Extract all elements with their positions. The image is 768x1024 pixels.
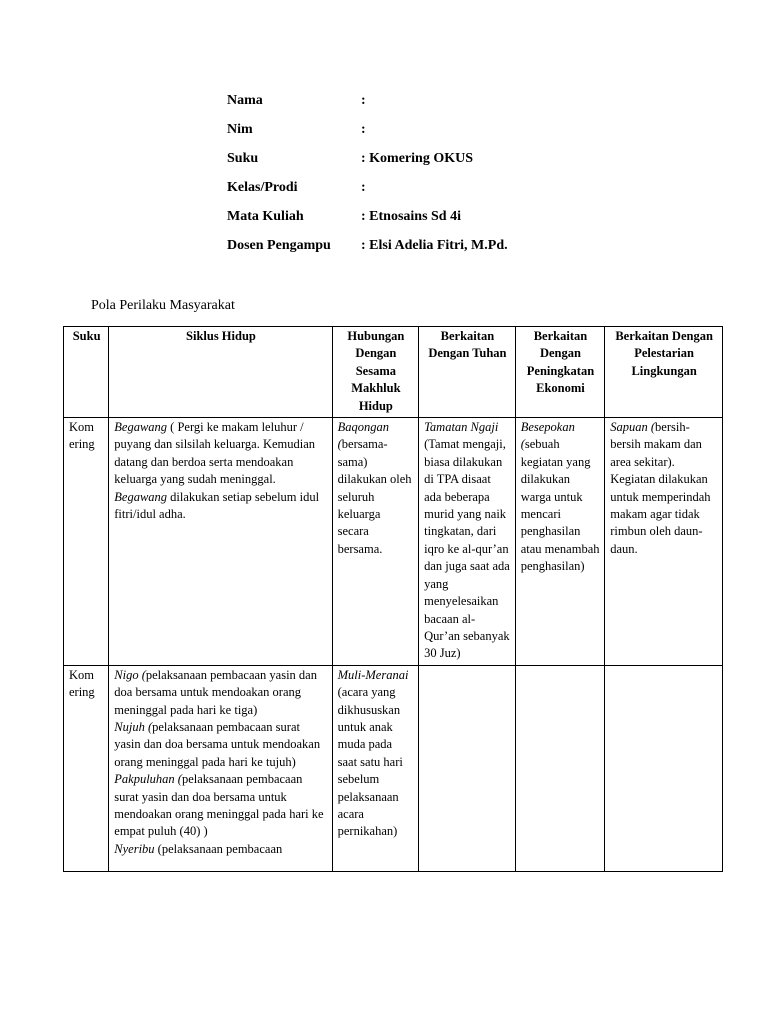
info-label: Nim: [227, 122, 253, 137]
cell-lingkungan: [605, 418, 723, 666]
info-value: :: [361, 93, 366, 108]
info-label: Nama: [227, 93, 263, 108]
cell-text: bersih-bersih makam dan area sekitar). Kegiatan dilakukan untuk memperindah makam agar tidak rimbun oleh daun-daun.: [610, 420, 711, 556]
column-header: Berkaitan Dengan Peningkatan Ekonomi: [515, 327, 605, 418]
cell-hubungan: [332, 418, 419, 666]
info-row-suku: [227, 151, 508, 180]
cell-text: ( Pergi ke makam leluhur / puyang dan silsilah keluarga. Kemudian datang dan berdoa serta mendoakan keluarga yang sudah meninggal.: [114, 420, 316, 487]
cell-text: sebuah kegiatan yang dilakukan warga untuk mencari penghasilan atau menambah penghasilan): [520, 437, 600, 574]
column-header: Berkaitan Dengan Tuhan: [419, 327, 516, 418]
term: Sapuan (: [610, 420, 656, 435]
column-header: Hubungan Dengan Sesama Makhluk Hidup: [332, 327, 419, 418]
term: Muli-Meranai: [337, 667, 409, 682]
info-value: :: [361, 180, 366, 195]
info-label: Dosen Pengampu: [227, 238, 331, 253]
cell-text: (Tamat mengaji, biasa dilakukan di TPA disaat ada beberapa murid yang naik tingkatan, dari iqro ke al-qur’an dan juga saat ada yang menyelesaikan bacaan al-Qur’an sebanyak 30 Juz): [424, 437, 510, 661]
cell-ekonomi: [515, 418, 605, 666]
cell-lingkungan: [605, 665, 723, 871]
cell-tuhan: [419, 665, 516, 871]
cell-ekonomi: [515, 665, 605, 871]
term: Nyeribu: [114, 841, 155, 856]
term: Nujuh (: [114, 719, 153, 734]
cell-text: (acara yang dikhususkan untuk anak muda pada saat satu hari sebelum pelaksanaan acara pernikahan): [337, 685, 403, 839]
info-value: :: [361, 122, 366, 137]
cell-suku: Kom ering: [64, 665, 109, 871]
term: Besepokan (: [520, 420, 575, 452]
list-item: [114, 771, 327, 841]
table-row: [64, 418, 723, 666]
behavior-table: [63, 326, 723, 872]
info-label: Kelas/Prodi: [227, 180, 298, 195]
cell-suku: Kom ering: [64, 418, 109, 666]
cell-text: dilakukan setiap sebelum idul fitri/idul adha.: [114, 489, 320, 522]
info-row-mata-kuliah: [227, 209, 508, 238]
info-value: : Komering OKUS: [361, 151, 473, 166]
info-row-nama: [227, 93, 508, 122]
cell-text: pelaksanaan pembacaan yasin dan doa bersama untuk mendoakan orang meninggal pada hari ke tiga): [114, 667, 317, 717]
term: Begawang: [114, 489, 168, 504]
info-label: Suku: [227, 151, 259, 166]
cell-tuhan: [419, 418, 516, 666]
info-value: : Etnosains Sd 4i: [361, 209, 461, 224]
term: Nigo (: [114, 667, 146, 682]
cell-text: pelaksanaan pembacaan surat yasin dan doa bersama untuk mendoakan orang meninggal pada hari ke tujuh): [114, 719, 321, 769]
cell-text: (pelaksanaan pembacaan: [154, 841, 283, 856]
term: Begawang: [114, 420, 168, 435]
column-header: Suku: [64, 327, 109, 418]
cell-siklus-hidup: [109, 665, 332, 871]
info-row-nim: [227, 122, 508, 151]
table-header-row: [64, 327, 723, 418]
term: Pakpuluhan (: [114, 772, 182, 787]
list-item: [114, 667, 327, 719]
cell-text: pelaksanaan pembacaan surat yasin dan doa bersama untuk mendoakan orang meninggal pada hari ke empat puluh (40) ): [114, 772, 324, 839]
list-item: [114, 719, 327, 771]
column-header: Siklus Hidup: [109, 327, 332, 418]
cell-siklus-hidup: [109, 418, 332, 666]
info-row-kelas: [227, 180, 508, 209]
table-row: [64, 665, 723, 871]
term: Baqongan (: [337, 420, 389, 452]
term: Tamatan Ngaji: [424, 420, 499, 435]
list-item: [114, 841, 327, 858]
info-label: Mata Kuliah: [227, 209, 304, 224]
section-heading: Pola Perilaku Masyarakat: [91, 298, 235, 313]
cell-text: bersama-sama) dilakukan oleh seluruh keluarga secara bersama.: [337, 437, 412, 556]
info-row-dosen: [227, 238, 508, 267]
column-header: Berkaitan Dengan Pelestarian Lingkungan: [605, 327, 723, 418]
cell-hubungan: [332, 665, 419, 871]
student-info: [227, 93, 508, 267]
info-value: : Elsi Adelia Fitri, M.Pd.: [361, 238, 508, 253]
